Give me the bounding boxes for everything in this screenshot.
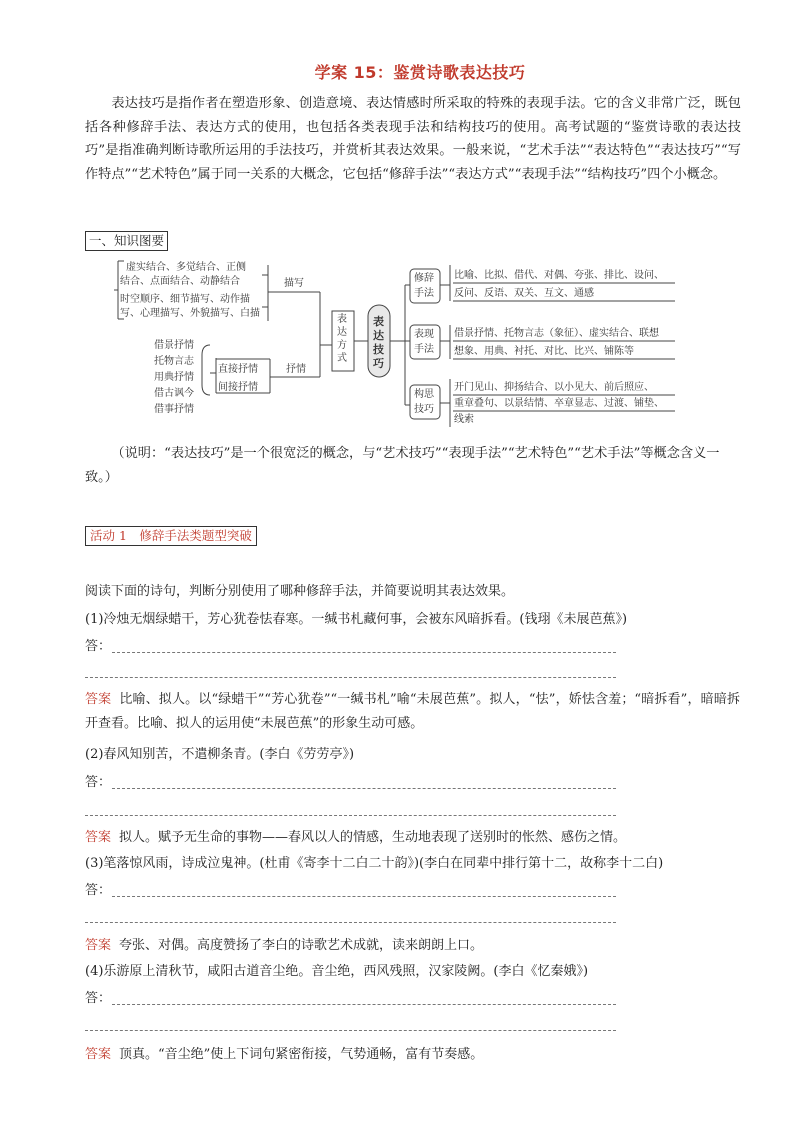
- biaoxian-label: 表现手法: [414, 329, 434, 355]
- answer-blank-line[interactable]: [112, 652, 616, 653]
- answer-blank-line[interactable]: [85, 1030, 616, 1031]
- answer-text: 比喻、拟人。以“绿蜡干”“芳心犹卷”“一缄书札”喻“未展芭蕉”。拟人，“怯”，娇怯含羞；“暗拆看”，暗暗拆开查看。比喻、拟人的运用使“未展芭蕉”的形象生动可感。: [85, 692, 740, 731]
- miaoxie-label: 描写: [284, 278, 304, 289]
- answer-blank-line[interactable]: [85, 815, 616, 816]
- question-4: (4)乐游原上清秋节，咸阳古道音尘绝。音尘绝，西风残照，汉家陵阙。(李白《忆秦娥》): [85, 964, 589, 979]
- answer-blank-line[interactable]: [85, 922, 616, 923]
- question-3: (3)笔落惊风雨，诗成泣鬼神。(杜甫《寄李十二白二十韵》)(李白在同辈中排行第十二，故称李十二白): [85, 856, 664, 871]
- question-2: (2)春风知别苦，不遣柳条青。(李白《劳劳亭》): [85, 747, 355, 762]
- xiuci-item: 反问、反语、双关、互文、通感: [454, 288, 594, 299]
- jianjie-label: 间接抒情: [218, 382, 258, 393]
- miaoxie-item: 时空顺序、细节描写、动作描: [120, 294, 250, 305]
- shuqing-label: 抒情: [286, 364, 306, 375]
- answer-4: [85, 1043, 740, 1067]
- jieqing-item: 用典抒情: [154, 372, 194, 383]
- section-heading: 一、知识图要: [85, 231, 168, 251]
- answer-1: [85, 688, 740, 735]
- answer-blank-line[interactable]: [112, 1004, 616, 1005]
- jieqing-item: 借古讽今: [154, 388, 194, 399]
- instruction: 阅读下面的诗句，判断分别使用了哪种修辞手法，并简要说明其表达效果。: [85, 584, 515, 599]
- answer-tag: 答案: [85, 692, 112, 707]
- answer-tag: 答案: [85, 1047, 112, 1062]
- answer-text: 夸张、对偶。高度赞扬了李白的诗歌艺术成就，读来朗朗上口。: [119, 938, 484, 953]
- xiuci-label: 修辞手法: [414, 273, 434, 299]
- biaoda-fangshi-label: 表达方式: [337, 314, 347, 364]
- biaoxian-item: 借景抒情、托物言志（象征）、虚实结合、联想: [454, 328, 659, 339]
- zhijie-label: 直接抒情: [218, 364, 258, 375]
- answer-prefix: 答：: [85, 775, 112, 790]
- answer-blank-line[interactable]: [85, 677, 616, 678]
- miaoxie-item: 结合、点面结合、动静结合: [120, 276, 240, 287]
- answer-tag: 答案: [85, 830, 112, 845]
- jieqing-item: 借景抒情: [154, 340, 194, 351]
- jieqing-item: 托物言志: [154, 356, 194, 367]
- miaoxie-item: 写、心理描写、外貌描写、白描: [120, 308, 260, 319]
- jieqing-item: 借事抒情: [154, 404, 194, 415]
- gousi-item: 重章叠句、以景结情、卒章显志、过渡、铺垫、: [454, 398, 664, 409]
- answer-3: [85, 934, 740, 958]
- biaoxian-item: 想象、用典、衬托、对比、比兴、铺陈等: [454, 346, 634, 357]
- answer-prefix: 答：: [85, 991, 112, 1006]
- answer-prefix: 答：: [85, 639, 112, 654]
- answer-text: 顶真。“音尘绝”使上下词句紧密衔接，气势通畅，富有节奏感。: [119, 1047, 484, 1062]
- answer-blank-line[interactable]: [112, 896, 616, 897]
- answer-prefix: 答：: [85, 883, 112, 898]
- biaoda-jiqiao-label: 表达技巧: [373, 315, 384, 370]
- knowledge-diagram: [110, 255, 680, 435]
- answer-tag: 答案: [85, 938, 112, 953]
- gousi-label: 构思技巧: [414, 389, 434, 415]
- answer-text: 拟人。赋予无生命的事物——春风以人的情感，生动地表现了送别时的怅然、感伤之情。: [119, 830, 627, 845]
- note-paragraph: （说明：“表达技巧”是一个很宽泛的概念，与“艺术技巧”“表现手法”“艺术特色”“艺术手法”等概念含义一致。）: [85, 446, 720, 485]
- gousi-item: 线索: [454, 414, 474, 425]
- xiuci-item: 比喻、比拟、借代、对偶、夸张、排比、设问、: [454, 270, 664, 281]
- page-title: 学案 15：鉴赏诗歌表达技巧: [314, 63, 526, 82]
- question-1: (1)冷烛无烟绿蜡干，芳心犹卷怯春寒。一缄书札藏何事，会被东风暗拆看。(钱珝《未展芭蕉》): [85, 612, 628, 627]
- answer-2: [85, 826, 740, 850]
- miaoxie-item: 虚实结合、多觉结合、正侧: [126, 262, 246, 273]
- gousi-item: 开门见山、抑扬结合、以小见大、前后照应、: [454, 382, 654, 393]
- activity-heading: 活动 1 修辞手法类题型突破: [85, 526, 257, 546]
- intro-paragraph: 表达技巧是指作者在塑造形象、创造意境、表达情感时所采取的特殊的表现手法。它的含义非常广泛，既包括各种修辞手法、表达方式的使用，也包括各类表现手法和结构技巧的使用。高考试题的“鉴赏诗歌的表达技巧”是指准确判断诗歌所运用的手法技巧，并赏析其表达效果。一般来说，“艺术手法”“表达特色”“表达技巧”“写作特点”“艺术特色”属于同一关系的大概念，它包括“修辞手法”“表达方式”“表现手法”“结构技巧”四个小概念。: [85, 96, 741, 182]
- answer-blank-line[interactable]: [112, 788, 616, 789]
